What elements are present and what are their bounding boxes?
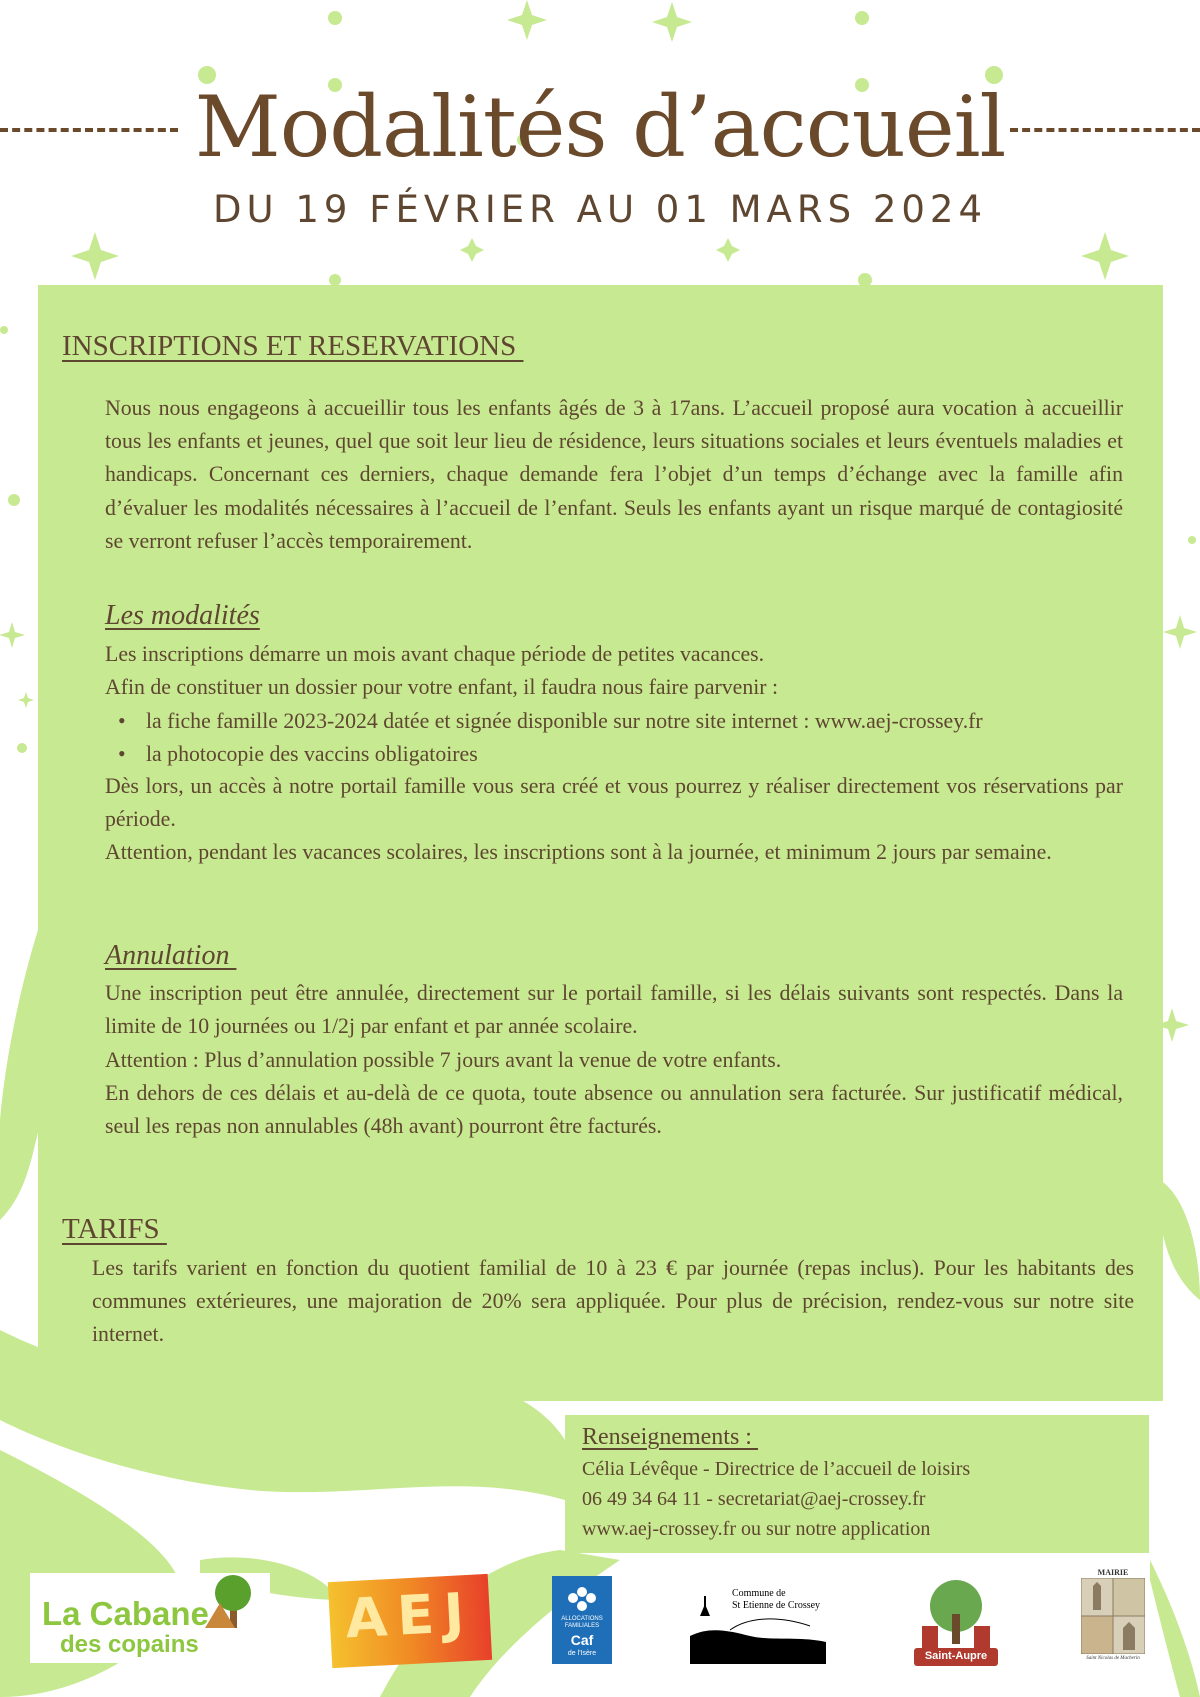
- annulation-heading: Annulation: [105, 940, 237, 971]
- bullet-text: la fiche famille 2023-2024 datée et signée disponible sur notre site internet : www.aej-crossey.fr: [146, 709, 983, 733]
- modalites-bullet-1: [118, 709, 983, 734]
- bullet-text: la photocopie des vaccins obligatoires: [146, 742, 478, 766]
- tree-icon: [195, 1573, 270, 1633]
- renseignements-heading: Renseignements :: [582, 1424, 758, 1450]
- contact-director: Célia Lévêque - Directrice de l’accueil de loisirs: [582, 1458, 971, 1480]
- contact-phone-email: 06 49 34 64 11 - secretariat@aej-crossey.fr: [582, 1488, 926, 1510]
- aej-logo: AEJ: [328, 1574, 492, 1668]
- modalites-portal-text: Dès lors, un accès à notre portail famille vous sera créé et vous pourrez y réaliser directement vos réservations par période.: [105, 774, 1123, 832]
- caf-emblem-icon: [565, 1580, 599, 1614]
- mairie-emblem-icon: [1081, 1578, 1145, 1654]
- annulation-attention: Attention : Plus d’annulation possible 7 jours avant la venue de votre enfants.: [105, 1048, 782, 1072]
- village-silhouette-icon: [690, 1586, 826, 1664]
- modalites-attention-text: Attention, pendant les vacances scolaires, les inscriptions sont à la journée, et minimum 2 jours par semaine.: [105, 840, 1052, 864]
- commune-st-etienne-logo: Commune de St Etienne de Crossey: [686, 1580, 826, 1664]
- modalites-line-1: Les inscriptions démarre un mois avant chaque période de petites vacances.: [105, 642, 765, 666]
- bullet-icon: •: [118, 742, 126, 766]
- saint-aupre-logo: Saint-Aupre: [914, 1574, 998, 1666]
- la-cabane-logo: La Cabane des copains: [30, 1573, 270, 1663]
- tarifs-paragraph: Les tarifs varient en fonction du quotient familial de 10 à 23 € par journée (repas inclus). Pour les habitants des communes extérieures, une majoration de 20% sera appliquée. Pour plus de précision, rendez-vous sur notre site internet.: [92, 1256, 1134, 1347]
- modalites-line-2: Afin de constituer un dossier pour votre enfant, il faudra nous faire parvenir :: [105, 675, 779, 699]
- annulation-paragraph-1: Une inscription peut être annulée, directement sur le portail famille, si les délais suivants sont respectés. Dans la limite de 10 journées ou 1/2j par enfant et par année scolaire.: [105, 981, 1123, 1039]
- mairie-saint-nicolas-logo: MAIRIE Saint Nicolas de Macherin: [1078, 1568, 1148, 1666]
- tarifs-heading: TARIFS: [62, 1213, 167, 1245]
- inscriptions-paragraph: Nous nous engageons à accueillir tous les enfants âgés de 3 à 17ans. L’accueil proposé aura vocation à accueillir tous les enfants et jeunes, quel que soit leur lieu de résidence, leurs situations sociales et leurs éventuels maladies et handicaps. Concernant ces derniers, chaque demande fera l’objet d’un temps d’échange avec la famille afin d’évaluer les modalités nécessaires à l’accueil de l’enfant. Seuls les enfants ayant un risque marqué de contagiosité se verront refuser l’accès temporairement.: [105, 396, 1123, 553]
- modalites-heading: Les modalités: [105, 600, 260, 631]
- inscriptions-heading: INSCRIPTIONS ET RESERVATIONS: [62, 330, 524, 362]
- contact-website: www.aej-crossey.fr ou sur notre application: [582, 1518, 931, 1540]
- annulation-paragraph-2: En dehors de ces délais et au-delà de ce quota, toute absence ou annulation sera facturée. Sur justificatif médical, seul les repas non annulables (48h avant) pourront être facturés.: [105, 1081, 1123, 1139]
- caf-logo: ALLOCATIONS FAMILIALES Caf de l'Isère: [552, 1576, 612, 1664]
- modalites-bullet-2: [118, 742, 478, 767]
- bullet-icon: •: [118, 709, 126, 733]
- page-title: Modalités d’accueil: [194, 78, 1006, 176]
- page-subtitle: DU 19 FÉVRIER AU 01 MARS 2024: [213, 188, 987, 231]
